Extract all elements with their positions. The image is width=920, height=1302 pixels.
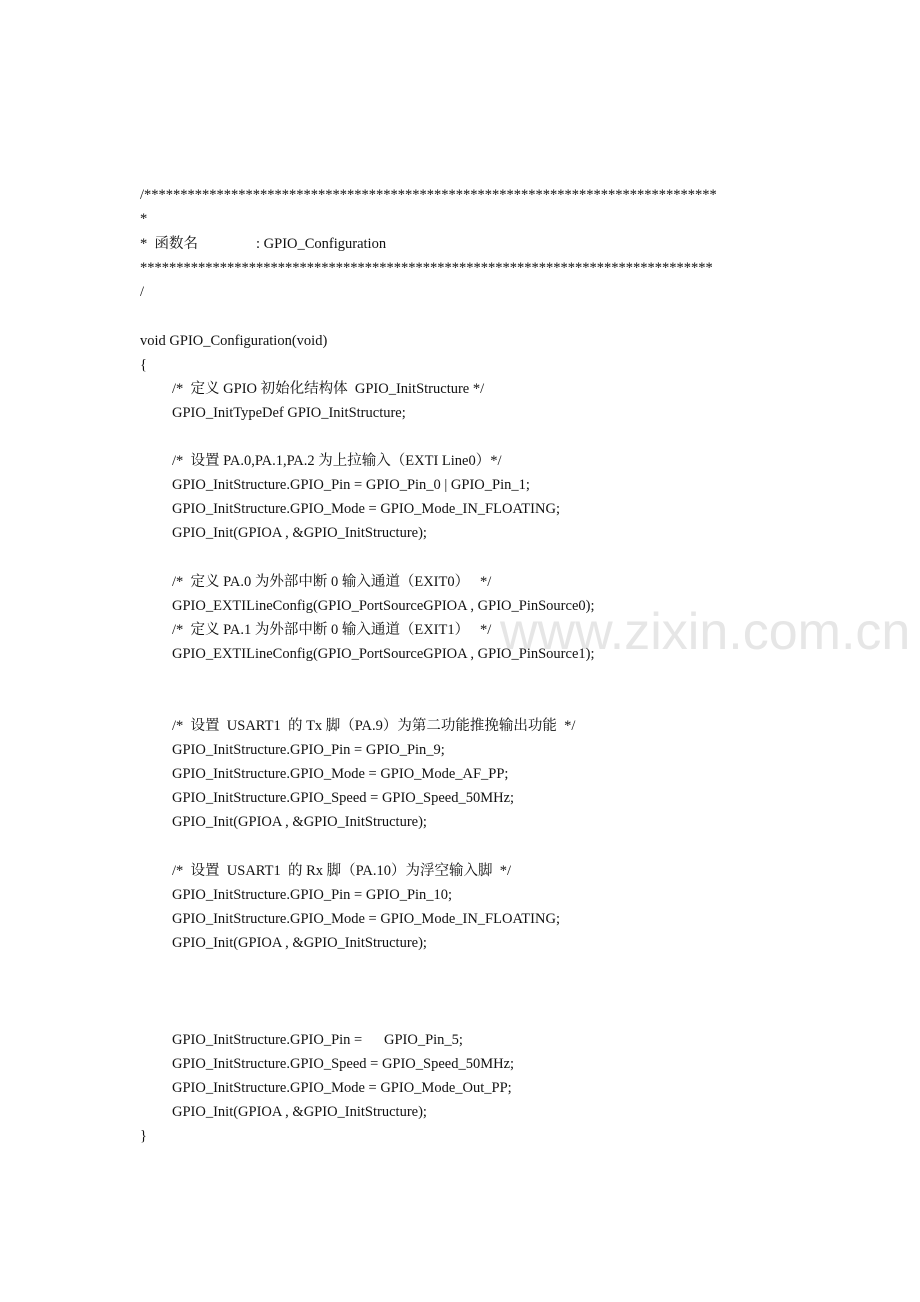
code-line: GPIO_InitStructure.GPIO_Pin = GPIO_Pin_10;: [172, 887, 453, 903]
code-line: GPIO_InitStructure.GPIO_Mode = GPIO_Mode_AF_PP;: [172, 766, 509, 782]
watermark: www.zixin.com.cn: [500, 603, 911, 661]
function-signature: void GPIO_Configuration(void): [140, 333, 328, 349]
code-line: GPIO_Init(GPIOA , &GPIO_InitStructure);: [172, 525, 427, 541]
code-line: GPIO_InitStructure.GPIO_Speed = GPIO_Speed_50MHz;: [172, 1056, 515, 1072]
code-line: /* 定义 GPIO 初始化结构体 GPIO_InitStructure */: [172, 381, 485, 397]
code-line: /* 设置 USART1 的 Tx 脚（PA.9）为第二功能推挽输出功能 */: [172, 718, 576, 734]
code-line: GPIO_Init(GPIOA , &GPIO_InitStructure);: [172, 1104, 427, 1120]
code-line: /* 定义 PA.0 为外部中断 0 输入通道（EXIT0） */: [172, 574, 492, 590]
code-line: GPIO_InitStructure.GPIO_Pin = GPIO_Pin_5;: [172, 1032, 463, 1048]
code-line: GPIO_EXTILineConfig(GPIO_PortSourceGPIOA , GPIO_PinSource0);: [172, 598, 595, 614]
comment-header-close: /: [140, 284, 145, 300]
code-line: /* 设置 PA.0,PA.1,PA.2 为上拉输入（EXTI Line0）*/: [172, 453, 502, 469]
comment-header-stars-top: /*******************************************************************************: [140, 187, 717, 203]
code-line: GPIO_Init(GPIOA , &GPIO_InitStructure);: [172, 935, 427, 951]
code-line: GPIO_InitTypeDef GPIO_InitStructure;: [172, 405, 406, 421]
comment-header-star: *: [140, 211, 148, 227]
code-line: GPIO_InitStructure.GPIO_Mode = GPIO_Mode_Out_PP;: [172, 1080, 512, 1096]
code-line: /* 定义 PA.1 为外部中断 0 输入通道（EXIT1） */: [172, 622, 492, 638]
code-line: GPIO_InitStructure.GPIO_Speed = GPIO_Speed_50MHz;: [172, 790, 515, 806]
open-brace: {: [140, 357, 147, 373]
code-line: /* 设置 USART1 的 Rx 脚（PA.10）为浮空输入脚 */: [172, 863, 511, 879]
code-line: GPIO_InitStructure.GPIO_Pin = GPIO_Pin_9;: [172, 742, 445, 758]
comment-function-name: * 函数名 : GPIO_Configuration: [140, 236, 387, 252]
code-line: GPIO_EXTILineConfig(GPIO_PortSourceGPIOA , GPIO_PinSource1);: [172, 646, 595, 662]
code-line: GPIO_InitStructure.GPIO_Mode = GPIO_Mode_IN_FLOATING;: [172, 911, 560, 927]
close-brace: }: [140, 1128, 147, 1144]
comment-header-stars-bottom: *******************************************************************************: [140, 260, 713, 276]
code-line: GPIO_InitStructure.GPIO_Mode = GPIO_Mode_IN_FLOATING;: [172, 501, 560, 517]
code-line: GPIO_InitStructure.GPIO_Pin = GPIO_Pin_0 | GPIO_Pin_1;: [172, 477, 530, 493]
code-line: GPIO_Init(GPIOA , &GPIO_InitStructure);: [172, 814, 427, 830]
